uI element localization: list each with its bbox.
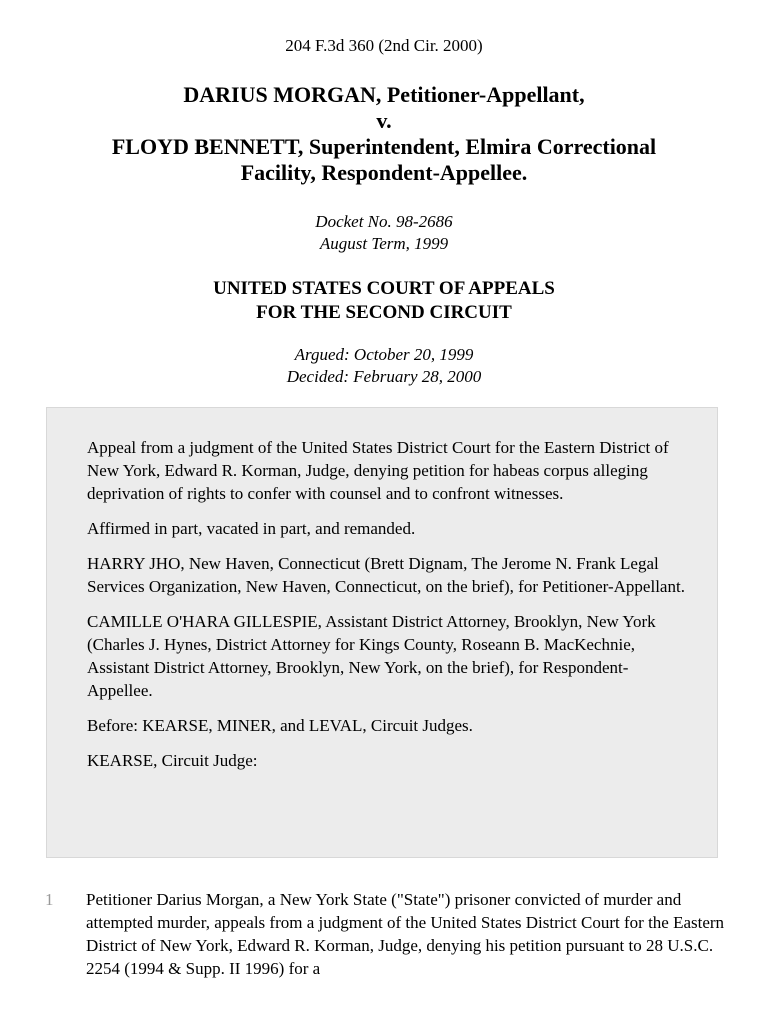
petitioner-name: DARIUS MORGAN, Petitioner-Appellant, [183, 82, 585, 107]
syllabus-summary: Appeal from a judgment of the United States District Court for the Eastern District of New York, Edward R. Korman, Judge, denying petition for habeas corpus alleging deprivation of rights to confer with counsel and to confront witnesses. [87, 438, 669, 503]
syllabus-disposition: Affirmed in part, vacated in part, and remanded. [87, 519, 416, 538]
case-citation: 204 F.3d 360 (2nd Cir. 2000) [285, 36, 483, 55]
counsel-petitioner: HARRY JHO, New Haven, Connecticut (Brett Dignam, The Jerome N. Frank Legal Services Organization, New Haven, Connecticut, on the brief), for Petitioner-Appellant. [87, 554, 685, 596]
court-name-line2: FOR THE SECOND CIRCUIT [256, 302, 512, 323]
argued-date: Argued: October 20, 1999 [294, 345, 474, 364]
paragraph-text: Petitioner Darius Morgan, a New York State ("State") prisoner convicted of murder and attempted murder, appeals from a judgment of the United States District Court for the Eastern District of New York, Edward R. Korman, Judge, denying his petition pursuant to 28 U.S.C. 2254 (1994 & Supp. II 1996) for a [86, 890, 725, 978]
docket-info [0, 211, 768, 255]
respondent-name-line1: FLOYD BENNETT, Superintendent, Elmira Correctional [111, 134, 657, 159]
counsel-respondent: CAMILLE O'HARA GILLESPIE, Assistant District Attorney, Brooklyn, New York (Charles J. Hynes, District Attorney for Kings County, Roseann B. MacKechnie, Assistant District Attorney, Brooklyn, New York, on the brief), for Respondent-Appellee. [87, 612, 656, 700]
respondent-name-line2: Facility, Respondent-Appellee. [240, 160, 528, 185]
syllabus-box [46, 407, 718, 858]
docket-number: Docket No. 98-2686 [315, 212, 453, 231]
paragraph-number: 1 [45, 890, 54, 909]
panel-judges: Before: KEARSE, MINER, and LEVAL, Circuit Judges. [87, 716, 473, 735]
docket-term: August Term, 1999 [319, 234, 449, 253]
versus-label: v. [376, 108, 392, 133]
decided-date: Decided: February 28, 2000 [286, 367, 482, 386]
opinion-author: KEARSE, Circuit Judge: [87, 751, 258, 770]
case-dates [0, 344, 768, 388]
syllabus-content [87, 436, 687, 784]
case-caption [0, 82, 768, 186]
court-name-line1: UNITED STATES COURT OF APPEALS [213, 278, 555, 299]
court-name [0, 277, 768, 325]
